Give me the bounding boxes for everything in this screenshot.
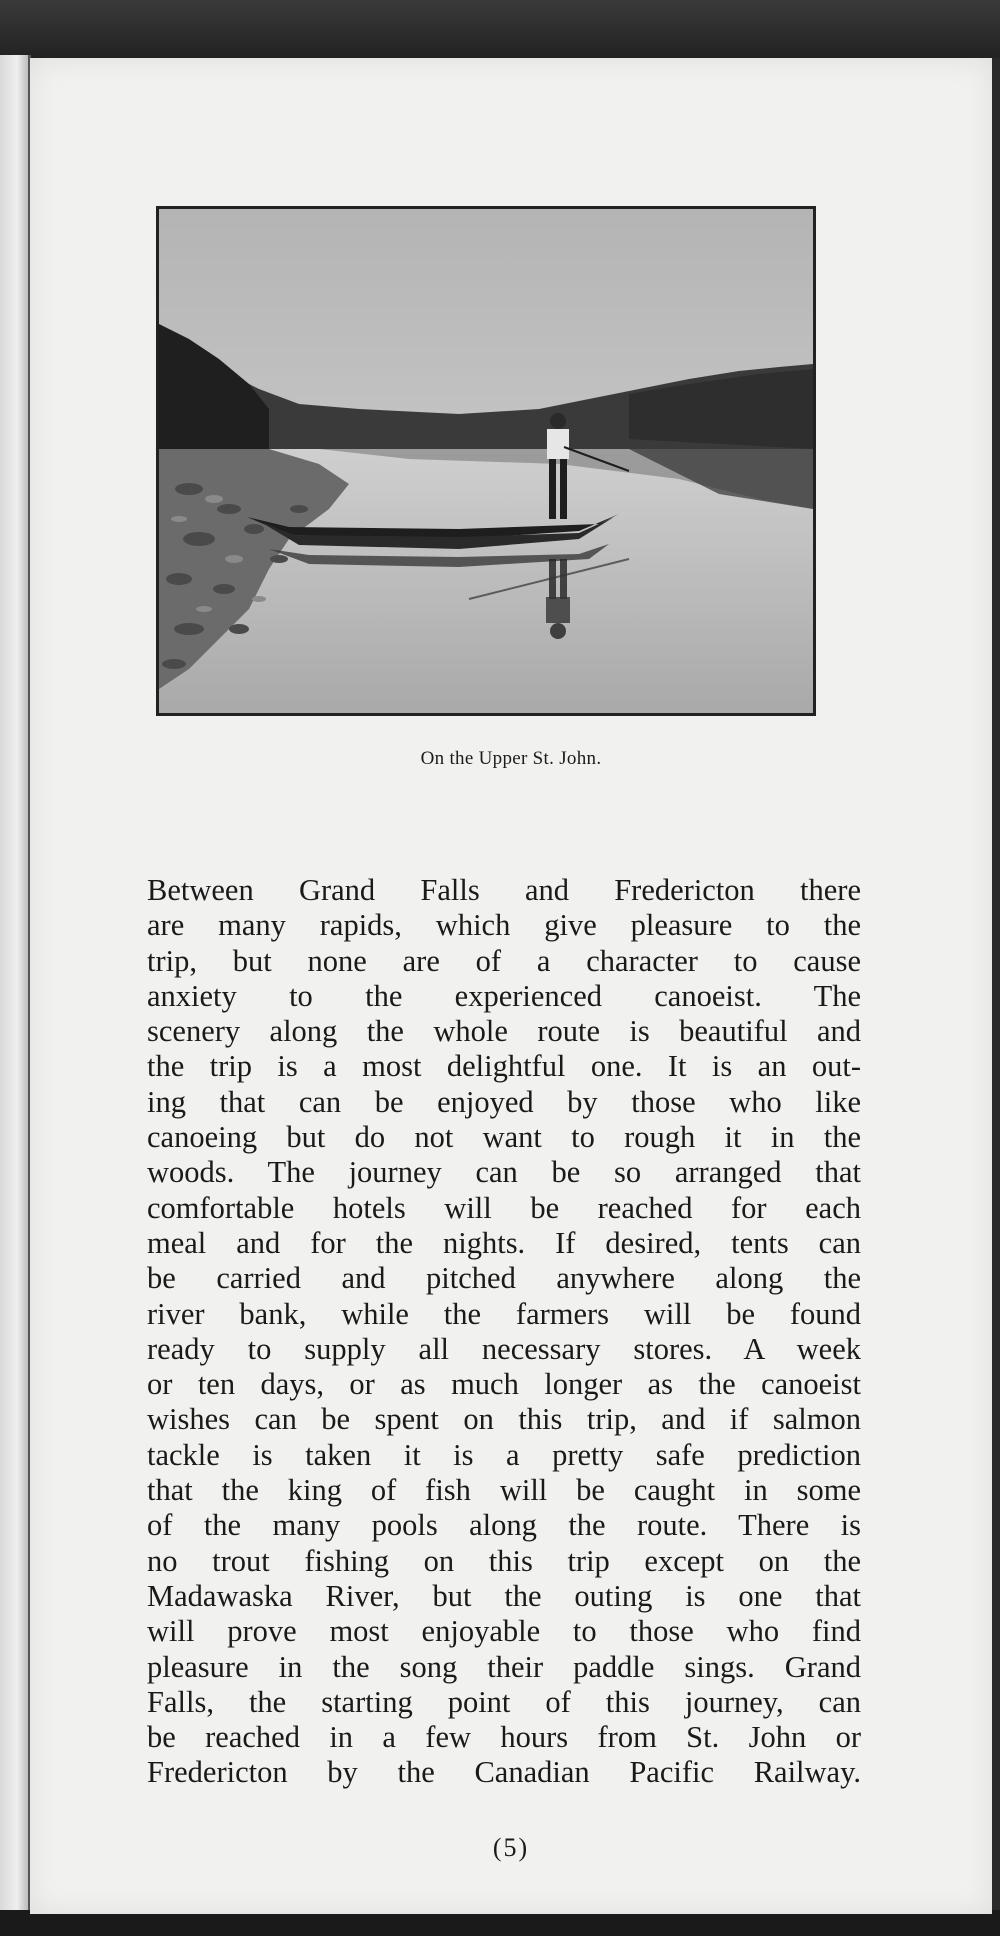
scan-top-edge [0,0,1000,58]
text-line: ing that can be enjoyed by those who like [147,1084,861,1119]
page-number: (5) [492,1833,530,1862]
photo-caption: On the Upper St. John. [420,748,602,769]
text-line: ready to supply all necessary stores. A week [147,1331,861,1366]
book-page [30,58,992,1914]
text-line: be reached in a few hours from St. John or [147,1720,861,1755]
text-line: or ten days, or as much longer as the canoeist [147,1367,861,1402]
text-line: Between Grand Falls and Fredericton there [147,873,861,907]
text-line: anxiety to the experienced canoeist. The [147,978,861,1013]
text-line: comfortable hotels will be reached for each [147,1190,861,1225]
text-line: the trip is a most delightful one. It is an out- [147,1049,861,1084]
text-line: are many rapids, which give pleasure to the [147,908,861,943]
text-line: pleasure in the song their paddle sings. Grand [147,1649,861,1684]
text-line: meal and for the nights. If desired, tents can [147,1225,861,1260]
scan-left-margin [0,55,31,1915]
body-paragraph [147,873,861,1791]
text-line: scenery along the whole route is beautiful and [147,1014,861,1049]
text-line: be carried and pitched anywhere along the [147,1261,861,1296]
text-line: Falls, the starting point of this journey, can [147,1684,861,1719]
text-line: of the many pools along the route. There is [147,1508,861,1543]
text-line: wishes can be spent on this trip, and if salmon [147,1402,861,1437]
text-line: canoeing but do not want to rough it in the [147,1120,861,1155]
text-line: no trout fishing on this trip except on the [147,1543,861,1578]
text-line: Fredericton by the Canadian Pacific Railway. [147,1755,861,1790]
text-line: tackle is taken it is a pretty safe prediction [147,1437,861,1472]
text-line: trip, but none are of a character to cause [147,943,861,978]
text-line: Madawaska River, but the outing is one that [147,1578,861,1613]
river-photograph [156,206,816,716]
text-line: river bank, while the farmers will be found [147,1296,861,1331]
text-line: woods. The journey can be so arranged that [147,1155,861,1190]
text-line: will prove most enjoyable to those who find [147,1614,861,1649]
text-line: that the king of fish will be caught in some [147,1473,861,1508]
